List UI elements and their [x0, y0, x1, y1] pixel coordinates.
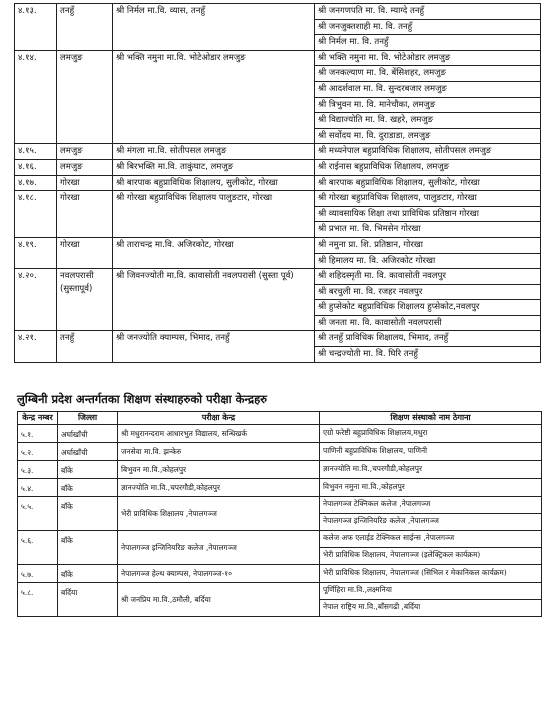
institution-list — [320, 531, 542, 565]
institution-item: श्री गोरखा बहुप्राविधिक शिक्षालय, पालुङटार, गोरखा — [315, 191, 540, 207]
exam-centers-table-gandaki — [14, 3, 541, 363]
institution-item: नेपालगञ्ज इन्जिनियरिङ कलेज ,नेपालगञ्ज — [323, 516, 439, 525]
exam-center: जनसेवा मा.वि. झन्केरु — [118, 443, 320, 461]
district: बाँके — [58, 531, 118, 565]
table-body — [18, 425, 542, 617]
header-institutions: शिक्षण संस्थाको नाम ठेगाना — [320, 412, 542, 425]
institution-item: श्री तनहुँ प्राविधिक शिक्षालय, भिमाद, तनहुँ — [315, 331, 540, 347]
table-row — [18, 583, 542, 617]
exam-center: नेपालगञ्ज हेल्थ क्याम्पस, नेपालगञ्ज-१० — [118, 565, 320, 583]
table-body — [15, 4, 541, 363]
institution-item: श्री हुप्सेकोट बहुप्राविधिक शिक्षालय हुप्सेकोट,नवलपुर — [315, 300, 540, 316]
exam-center: श्री भक्ति नमुना मा.वि. भोटेओडार लमजुङ — [113, 50, 315, 144]
table-row — [18, 461, 542, 479]
exam-center: श्री जनप्रिय मा.वि.,ठमौली, बर्दिया — [118, 583, 320, 617]
header-center-number: केन्द्र नम्बर — [18, 412, 58, 425]
district: बाँके — [58, 565, 118, 583]
institution-list — [320, 443, 542, 461]
institution-item: श्री जनजुक्तशाही मा. वि. तनहुँ — [315, 20, 540, 36]
institution-item: श्री मध्यनेपाल बहुप्राविधिक शिक्षालय, सोतीपसल लमजुङ — [318, 146, 492, 157]
center-number: ५.४. — [18, 479, 58, 497]
center-number: ५.८. — [18, 583, 58, 617]
exam-center: श्री निर्मल मा.वि. व्यास, तनहुँ — [113, 4, 315, 51]
institution-list — [320, 583, 542, 617]
institution-item: ज्ञानज्योति मा.वि.,चपरगौडी,कोहलपुर — [323, 463, 423, 473]
table-row — [15, 144, 541, 160]
center-number: ४.१४. — [15, 50, 57, 144]
center-number: ४.१६. — [15, 159, 57, 175]
institution-list — [320, 565, 542, 583]
district: अर्घाखाँची — [58, 425, 118, 443]
institution-item: श्री चन्द्रज्योती मा. वि. घिरि तनहुँ — [318, 349, 418, 360]
district: लमजुङ — [57, 144, 113, 160]
institution-item: श्री आदर्शवाल मा. वि. सुन्दरबजार लमजुङ — [315, 82, 540, 98]
center-number: ५.५. — [18, 497, 58, 531]
institution-list — [320, 497, 542, 531]
institution-item: पाणिनी बहुप्राविधिक शिक्षालय, पाणिनी — [323, 445, 428, 455]
institution-item: श्री राईनास बहुप्राविधिक शिक्षालय, लमजुङ — [318, 161, 450, 172]
table-row — [15, 4, 541, 51]
exam-center: नेपालगञ्ज इन्जिनियरिङ कलेज ,नेपालगञ्ज — [118, 531, 320, 565]
institution-item: कलेज अफ एलाईड टेक्निकल साईन्स ,नेपालगञ्ज — [320, 531, 541, 548]
institution-list — [320, 461, 542, 479]
exam-center: ज्ञानज्योति मा.वि.,चपरगौडी,कोहलपुर — [118, 479, 320, 497]
table-row — [18, 443, 542, 461]
table-row — [18, 497, 542, 531]
district: तनहुँ — [57, 331, 113, 362]
institution-item: नेपालगञ्ज टेक्निकल कलेज ,नेपालगञ्ज — [320, 497, 541, 514]
institution-list — [315, 144, 541, 160]
section-heading: लुम्बिनी प्रदेश अन्तर्गतका शिक्षण संस्थाहरुको परीक्षा केन्द्रहरु — [17, 392, 268, 406]
institution-item: श्री भक्ति नमुना मा. वि. भोटेओडार लमजुङ — [315, 51, 540, 67]
institution-list — [320, 425, 542, 443]
institution-item: श्री व्यावसायिक शिक्षा तथा प्राविधिक प्रतिष्ठान गोरखा — [315, 207, 540, 223]
district: अर्घाखाँची — [58, 443, 118, 461]
table-row — [18, 425, 542, 443]
table-row — [15, 159, 541, 175]
center-number: ४.२१. — [15, 331, 57, 362]
institution-item: श्री प्रभात मा. वि. भिमसेन गोरखा — [318, 224, 421, 235]
institution-item: श्री बारपाक बहुप्राविधिक शिक्षालय, सुलीकोट, गोरखा — [318, 177, 480, 188]
institution-list — [315, 50, 541, 144]
institution-list — [315, 331, 541, 362]
institution-list — [315, 191, 541, 238]
table-row — [15, 50, 541, 144]
institution-list — [315, 269, 541, 331]
center-number: ४.१५. — [15, 144, 57, 160]
center-number: ५.२. — [18, 443, 58, 461]
institution-item: श्री बरचुली मा. वि. रजहर नवलपुर — [315, 285, 540, 301]
institution-item: श्री निर्मल मा. वि. तनहुँ — [318, 37, 389, 48]
institution-item: श्री सर्वोदय मा. वि. दुराडाडा, लमजुङ — [318, 130, 431, 141]
header-exam-center: परीक्षा केन्द्र — [118, 412, 320, 425]
institution-item: श्री जनगणपति मा. वि. म्याग्दे तनहुँ — [315, 4, 540, 20]
center-number: ४.२०. — [15, 269, 57, 331]
institution-item: भेरी प्राविधिक शिक्षालय, नेपालगञ्ज (सिभिल र मेकानिकल कार्यक्रम) — [323, 567, 507, 577]
district: गोरखा — [57, 175, 113, 191]
table-row — [15, 191, 541, 238]
exam-center: बिभुवन मा.वि.,कोहलपुर — [118, 461, 320, 479]
table-header-row — [18, 412, 542, 425]
institution-list — [315, 237, 541, 268]
district: लमजुङ — [57, 50, 113, 144]
center-number: ४.१८. — [15, 191, 57, 238]
district: बाँके — [58, 461, 118, 479]
institution-item: श्री जनता मा. वि. कावासोती नवलपरासी — [318, 317, 442, 328]
institution-item: नेपाल राष्ट्रिय मा.वि.,बाँसगढी ,बर्दिया — [323, 602, 421, 611]
exam-center: श्री ताराचन्द्र मा.वि. अजिरकोट, गोरखा — [113, 237, 315, 268]
center-number: ४.१३. — [15, 4, 57, 51]
exam-center: श्री जिवनज्योती मा.वि. कावासोती नवलपरासी (सुस्ता पूर्व) — [113, 269, 315, 331]
district: नवलपरासी (सुस्तापूर्व) — [57, 269, 113, 331]
institution-item: श्री शहिदस्मृती मा. वि. कावासोती नवलपुर — [315, 269, 540, 285]
district: लमजुङ — [57, 159, 113, 175]
institution-item: विभुवन नमुना मा.वि.,कोहलपुर — [323, 481, 405, 491]
institution-list — [315, 159, 541, 175]
center-number: ४.१९. — [15, 237, 57, 268]
district: बाँके — [58, 479, 118, 497]
institution-item: एग्रो फरेष्टी बहुप्राविधिक शिक्षालय,मधुरा — [323, 427, 428, 437]
center-number: ५.३. — [18, 461, 58, 479]
center-number: ५.१. — [18, 425, 58, 443]
header-district: जिल्ला — [58, 412, 118, 425]
table-row — [18, 565, 542, 583]
exam-center: श्री जनज्योति क्याम्पस, भिमाद, तनहुँ — [113, 331, 315, 362]
institution-list — [315, 175, 541, 191]
exam-center: श्री बारपाक बहुप्राविधिक शिक्षालय, सुलीकोट, गोरखा — [113, 175, 315, 191]
exam-center: श्री बिरभक्ति मा.वि. ताकुंघाट, लमजुङ — [113, 159, 315, 175]
district: गोरखा — [57, 237, 113, 268]
exam-centers-table-lumbini — [17, 411, 542, 617]
table-row — [15, 237, 541, 268]
institution-list — [315, 4, 541, 51]
institution-item: श्री जनकल्याण मा. वि. बेंसिशहर, लमजुङ — [315, 66, 540, 82]
table-row — [18, 531, 542, 565]
district: बर्दिया — [58, 583, 118, 617]
table-row — [15, 331, 541, 362]
institution-item: श्री विद्याज्योति मा. वि. खहरे, लमजुङ — [315, 113, 540, 129]
district: बाँके — [58, 497, 118, 531]
exam-center: भेरी प्राविधिक शिक्षालय ,नेपालगञ्ज — [118, 497, 320, 531]
institution-item: श्री हिमालय मा. वि. अजिरकोट गोरखा — [318, 255, 436, 266]
institution-list — [320, 479, 542, 497]
table-row — [15, 269, 541, 331]
center-number: ५.६. — [18, 531, 58, 565]
table-row — [18, 479, 542, 497]
district: गोरखा — [57, 191, 113, 238]
exam-center: श्री मधुरानन्दराम आधारभुत विद्यालय, सन्धिखर्क — [118, 425, 320, 443]
district: तनहुँ — [57, 4, 113, 51]
institution-item: पूर्णिहिरा मा.वि.,लक्ष्मनिया — [320, 583, 541, 600]
center-number: ५.७. — [18, 565, 58, 583]
exam-center: श्री मंगला मा.वि. सोतीपसल लमजुङ — [113, 144, 315, 160]
institution-item: भेरी प्राविधिक शिक्षालय, नेपालगञ्ज (इलेक्ट्रिकल कार्यक्रम) — [323, 550, 481, 559]
institution-item: श्री नमुना प्रा. शि. प्रतिष्ठान, गोरखा — [315, 238, 540, 254]
center-number: ४.१७. — [15, 175, 57, 191]
table-row — [15, 175, 541, 191]
exam-center: श्री गोरखा बहुप्राविधिक शिक्षालय पालुङटार, गोरखा — [113, 191, 315, 238]
institution-item: श्री त्रिभुवन मा. वि. मानेचौका, लमजुङ — [315, 98, 540, 114]
